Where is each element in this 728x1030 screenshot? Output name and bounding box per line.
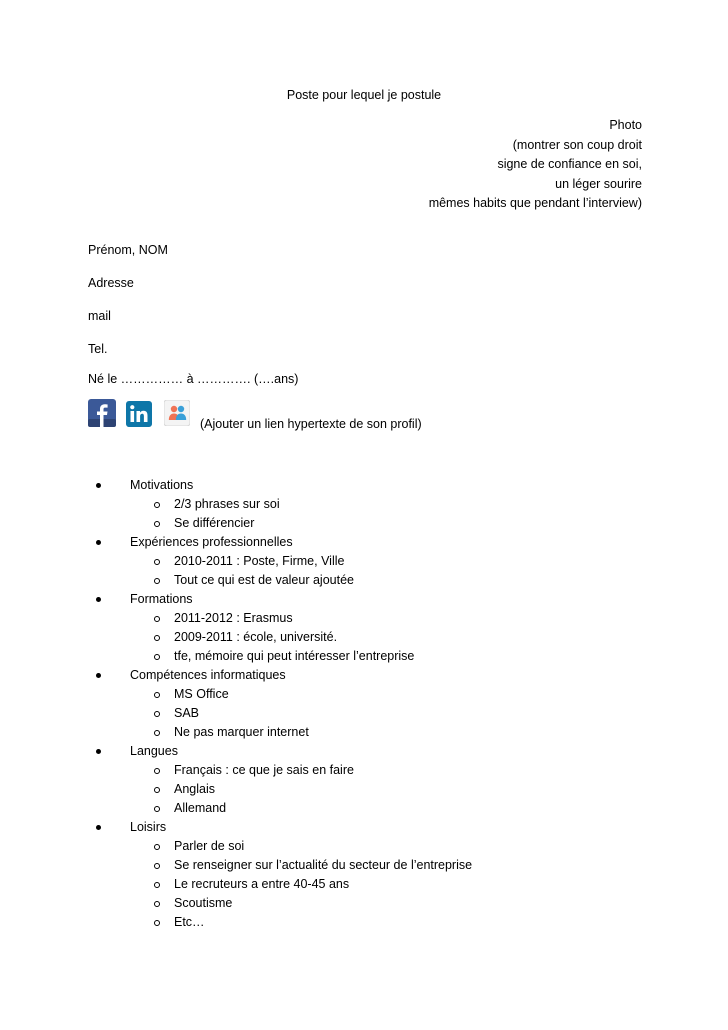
list-item-text: Etc…	[174, 915, 205, 929]
list-item-text: Le recruteurs a entre 40-45 ans	[174, 877, 350, 891]
photo-note-line: Photo	[609, 118, 642, 132]
bullet-icon	[96, 673, 101, 678]
photo-placeholder-note	[429, 118, 642, 216]
list-item-text: 2009-2011 : école, université.	[174, 630, 338, 644]
list-item	[130, 609, 653, 628]
linkedin-icon[interactable]	[126, 401, 152, 427]
facebook-icon[interactable]	[88, 399, 116, 427]
list-item	[130, 552, 653, 571]
list-item	[130, 875, 653, 894]
circle-bullet-icon	[154, 901, 160, 907]
list-item-text: Se différencier	[174, 516, 255, 530]
section-subitems	[130, 837, 653, 932]
address-field: Adresse	[88, 276, 134, 290]
tel-field: Tel.	[88, 342, 108, 356]
list-item	[130, 837, 653, 856]
list-item-text: Anglais	[174, 782, 215, 796]
list-item-text: tfe, mémoire qui peut intéresser l’entreprise	[174, 649, 415, 663]
section-item	[93, 818, 653, 932]
section-title: Motivations	[130, 478, 194, 492]
list-item-text: Se renseigner sur l’actualité du secteur de l’entreprise	[174, 858, 473, 872]
viadeo-icon[interactable]	[164, 400, 190, 426]
section-subitems	[130, 609, 653, 666]
list-item	[130, 647, 653, 666]
list-item	[130, 780, 653, 799]
section-title: Formations	[130, 592, 193, 606]
list-item-text: 2011-2012 : Erasmus	[174, 611, 293, 625]
circle-bullet-icon	[154, 768, 160, 774]
photo-note-line: mêmes habits que pendant l’interview)	[428, 196, 642, 210]
section-title: Langues	[130, 744, 178, 758]
list-item-text: SAB	[174, 706, 200, 720]
bullet-icon	[96, 483, 101, 488]
section-subitems	[130, 685, 653, 742]
circle-bullet-icon	[154, 787, 160, 793]
bullet-icon	[96, 540, 101, 545]
mail-field: mail	[88, 309, 111, 323]
photo-note-line: signe de confiance en soi,	[497, 157, 642, 171]
section-subitems	[130, 761, 653, 818]
list-item	[130, 514, 653, 533]
section-subitems	[130, 552, 653, 590]
section-title: Loisirs	[130, 820, 167, 834]
circle-bullet-icon	[154, 863, 160, 869]
list-item	[130, 856, 653, 875]
list-item	[130, 913, 653, 932]
social-links	[88, 399, 528, 429]
list-item-text: Parler de soi	[174, 839, 245, 853]
list-item-text: 2010-2011 : Poste, Firme, Ville	[174, 554, 345, 568]
section-title: Compétences informatiques	[130, 668, 286, 682]
list-item	[130, 799, 653, 818]
list-item	[130, 495, 653, 514]
list-item	[130, 723, 653, 742]
section-item	[93, 590, 653, 666]
bullet-icon	[96, 825, 101, 830]
circle-bullet-icon	[154, 654, 160, 660]
list-item-text: Ne pas marquer internet	[174, 725, 309, 739]
circle-bullet-icon	[154, 711, 160, 717]
name-field: Prénom, NOM	[88, 243, 168, 257]
list-item-text: Scoutisme	[174, 896, 233, 910]
circle-bullet-icon	[154, 882, 160, 888]
list-item	[130, 628, 653, 647]
birth-field: Né le …………… à …………. (….ans)	[88, 372, 299, 386]
list-item	[130, 704, 653, 723]
circle-bullet-icon	[154, 502, 160, 508]
section-item	[93, 476, 653, 533]
photo-note-line: un léger sourire	[555, 176, 642, 191]
list-item-text: 2/3 phrases sur soi	[174, 497, 280, 511]
circle-bullet-icon	[154, 730, 160, 736]
list-item-text: Allemand	[174, 801, 227, 815]
circle-bullet-icon	[154, 521, 160, 527]
photo-note-line: (montrer son coup droit	[512, 137, 642, 152]
section-subitems	[130, 495, 653, 533]
section-item	[93, 666, 653, 742]
circle-bullet-icon	[154, 806, 160, 812]
bullet-icon	[96, 597, 101, 602]
section-title: Expériences professionnelles	[130, 535, 293, 549]
list-item	[130, 685, 653, 704]
circle-bullet-icon	[154, 692, 160, 698]
list-item-text: Tout ce qui est de valeur ajoutée	[174, 573, 354, 587]
list-item	[130, 571, 653, 590]
circle-bullet-icon	[154, 920, 160, 926]
circle-bullet-icon	[154, 616, 160, 622]
circle-bullet-icon	[154, 635, 160, 641]
section-item	[93, 533, 653, 590]
social-profile-note: (Ajouter un lien hypertexte de son profil)	[200, 417, 422, 431]
bullet-icon	[96, 749, 101, 754]
section-item	[93, 742, 653, 818]
list-item-text: MS Office	[174, 687, 229, 701]
circle-bullet-icon	[154, 559, 160, 565]
list-item	[130, 761, 653, 780]
page-title: Poste pour lequel je postule	[286, 88, 442, 102]
list-item	[130, 894, 653, 913]
circle-bullet-icon	[154, 844, 160, 850]
cv-sections	[93, 476, 653, 932]
circle-bullet-icon	[154, 578, 160, 584]
list-item-text: Français : ce que je sais en faire	[174, 763, 354, 777]
